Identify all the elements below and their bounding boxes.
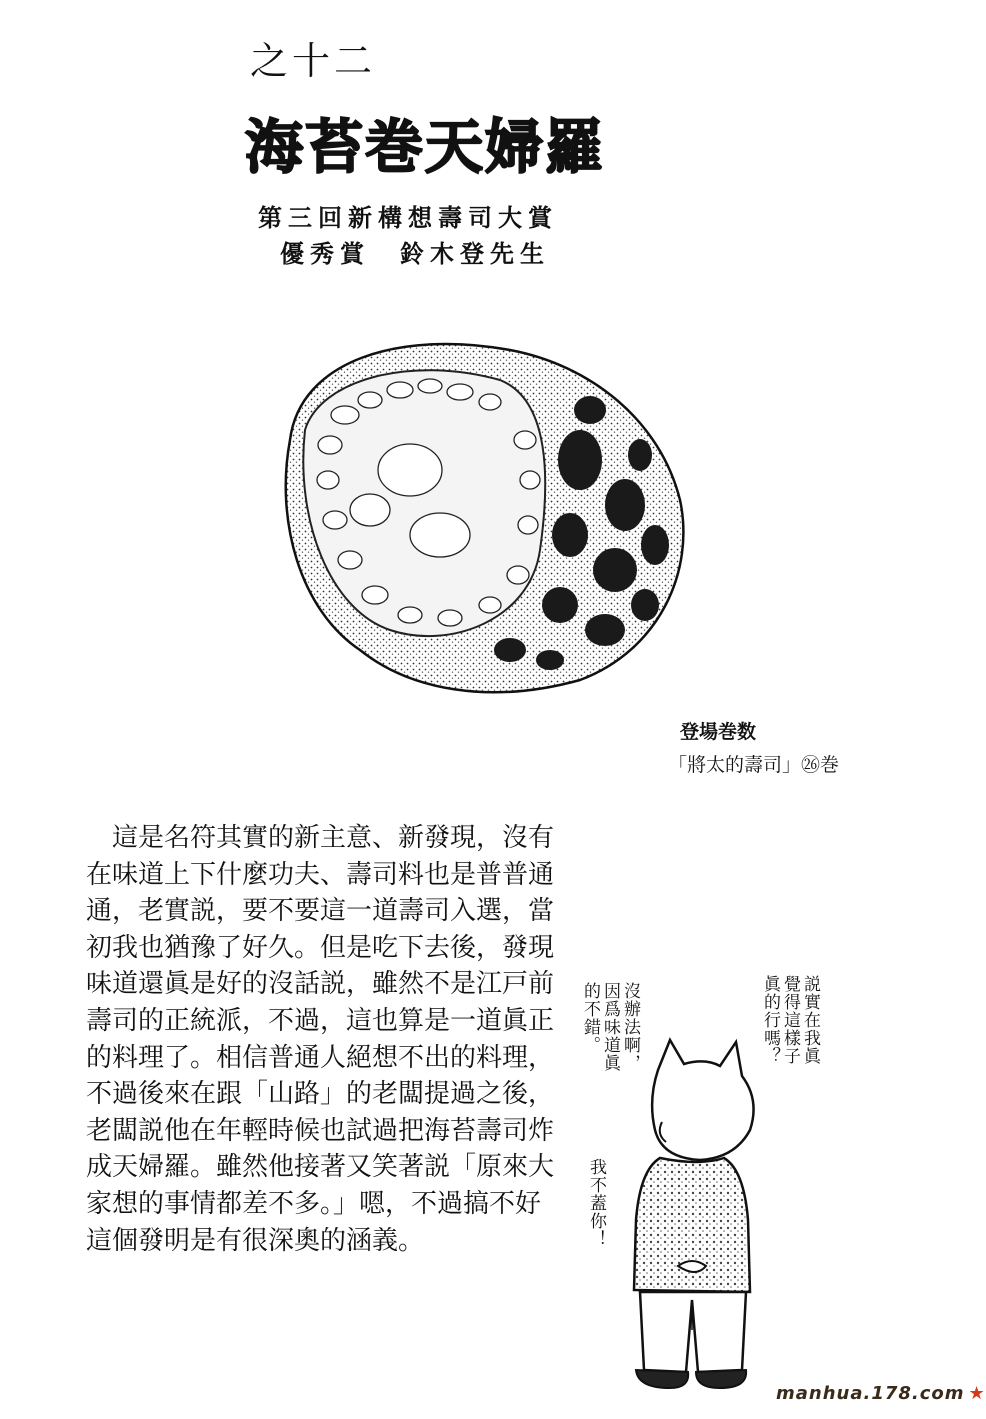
watermark bbox=[776, 1383, 986, 1404]
page-title: 海苔巻天婦羅 bbox=[245, 113, 606, 181]
star-icon: ★ bbox=[968, 1383, 986, 1404]
chapter-number: 之十二 bbox=[250, 39, 377, 83]
speech-line: 説實在我眞 bbox=[800, 975, 820, 1065]
appearance-volume: 「將太的壽司」㉖巻 bbox=[668, 754, 840, 776]
speech-line: 的不錯。 bbox=[580, 982, 600, 1054]
appearance-label: 登場巻数 bbox=[680, 721, 757, 743]
award-line-1: 第三回新構想壽司大賞 bbox=[258, 203, 558, 232]
watermark-text: manhua.178.com bbox=[776, 1383, 965, 1404]
cartoon-cat-character bbox=[600, 1030, 770, 1400]
speech-line: 我不蓋你！ bbox=[586, 1158, 606, 1248]
speech-line: 沒辦法啊， bbox=[620, 982, 640, 1072]
sushi-tempura-illustration bbox=[250, 320, 710, 710]
speech-line: 因爲味道眞 bbox=[600, 982, 620, 1072]
essay-text bbox=[86, 820, 556, 1259]
essay-paragraph: 這是名符其實的新主意、新發現，沒有在味道上下什麼功夫、壽司料也是普普通通，老實説，要不要這一道壽司入選，當初我也猶豫了好久。但是吃下去後，發現味道還眞是好的沒話説，雖然不是江戸前壽司的正統派，不過，這也算是一道眞正的料理了。相信普通人絕想不出的料理，不過後來在跟「山路」的老闆提過之後，老闆説他在年輕時候也試過把海苔壽司炸成天婦羅。雖然他接著又笑著説「原來大家想的事情都差不多。」嗯，不過搞不好這個發明是有很深奧的涵義。 bbox=[86, 823, 555, 1256]
speech-line: 覺得這樣子 bbox=[780, 975, 800, 1065]
speech-line: 眞的行嗎？ bbox=[760, 975, 780, 1065]
award-line-2: 優秀賞 鈴木登先生 bbox=[280, 239, 550, 268]
